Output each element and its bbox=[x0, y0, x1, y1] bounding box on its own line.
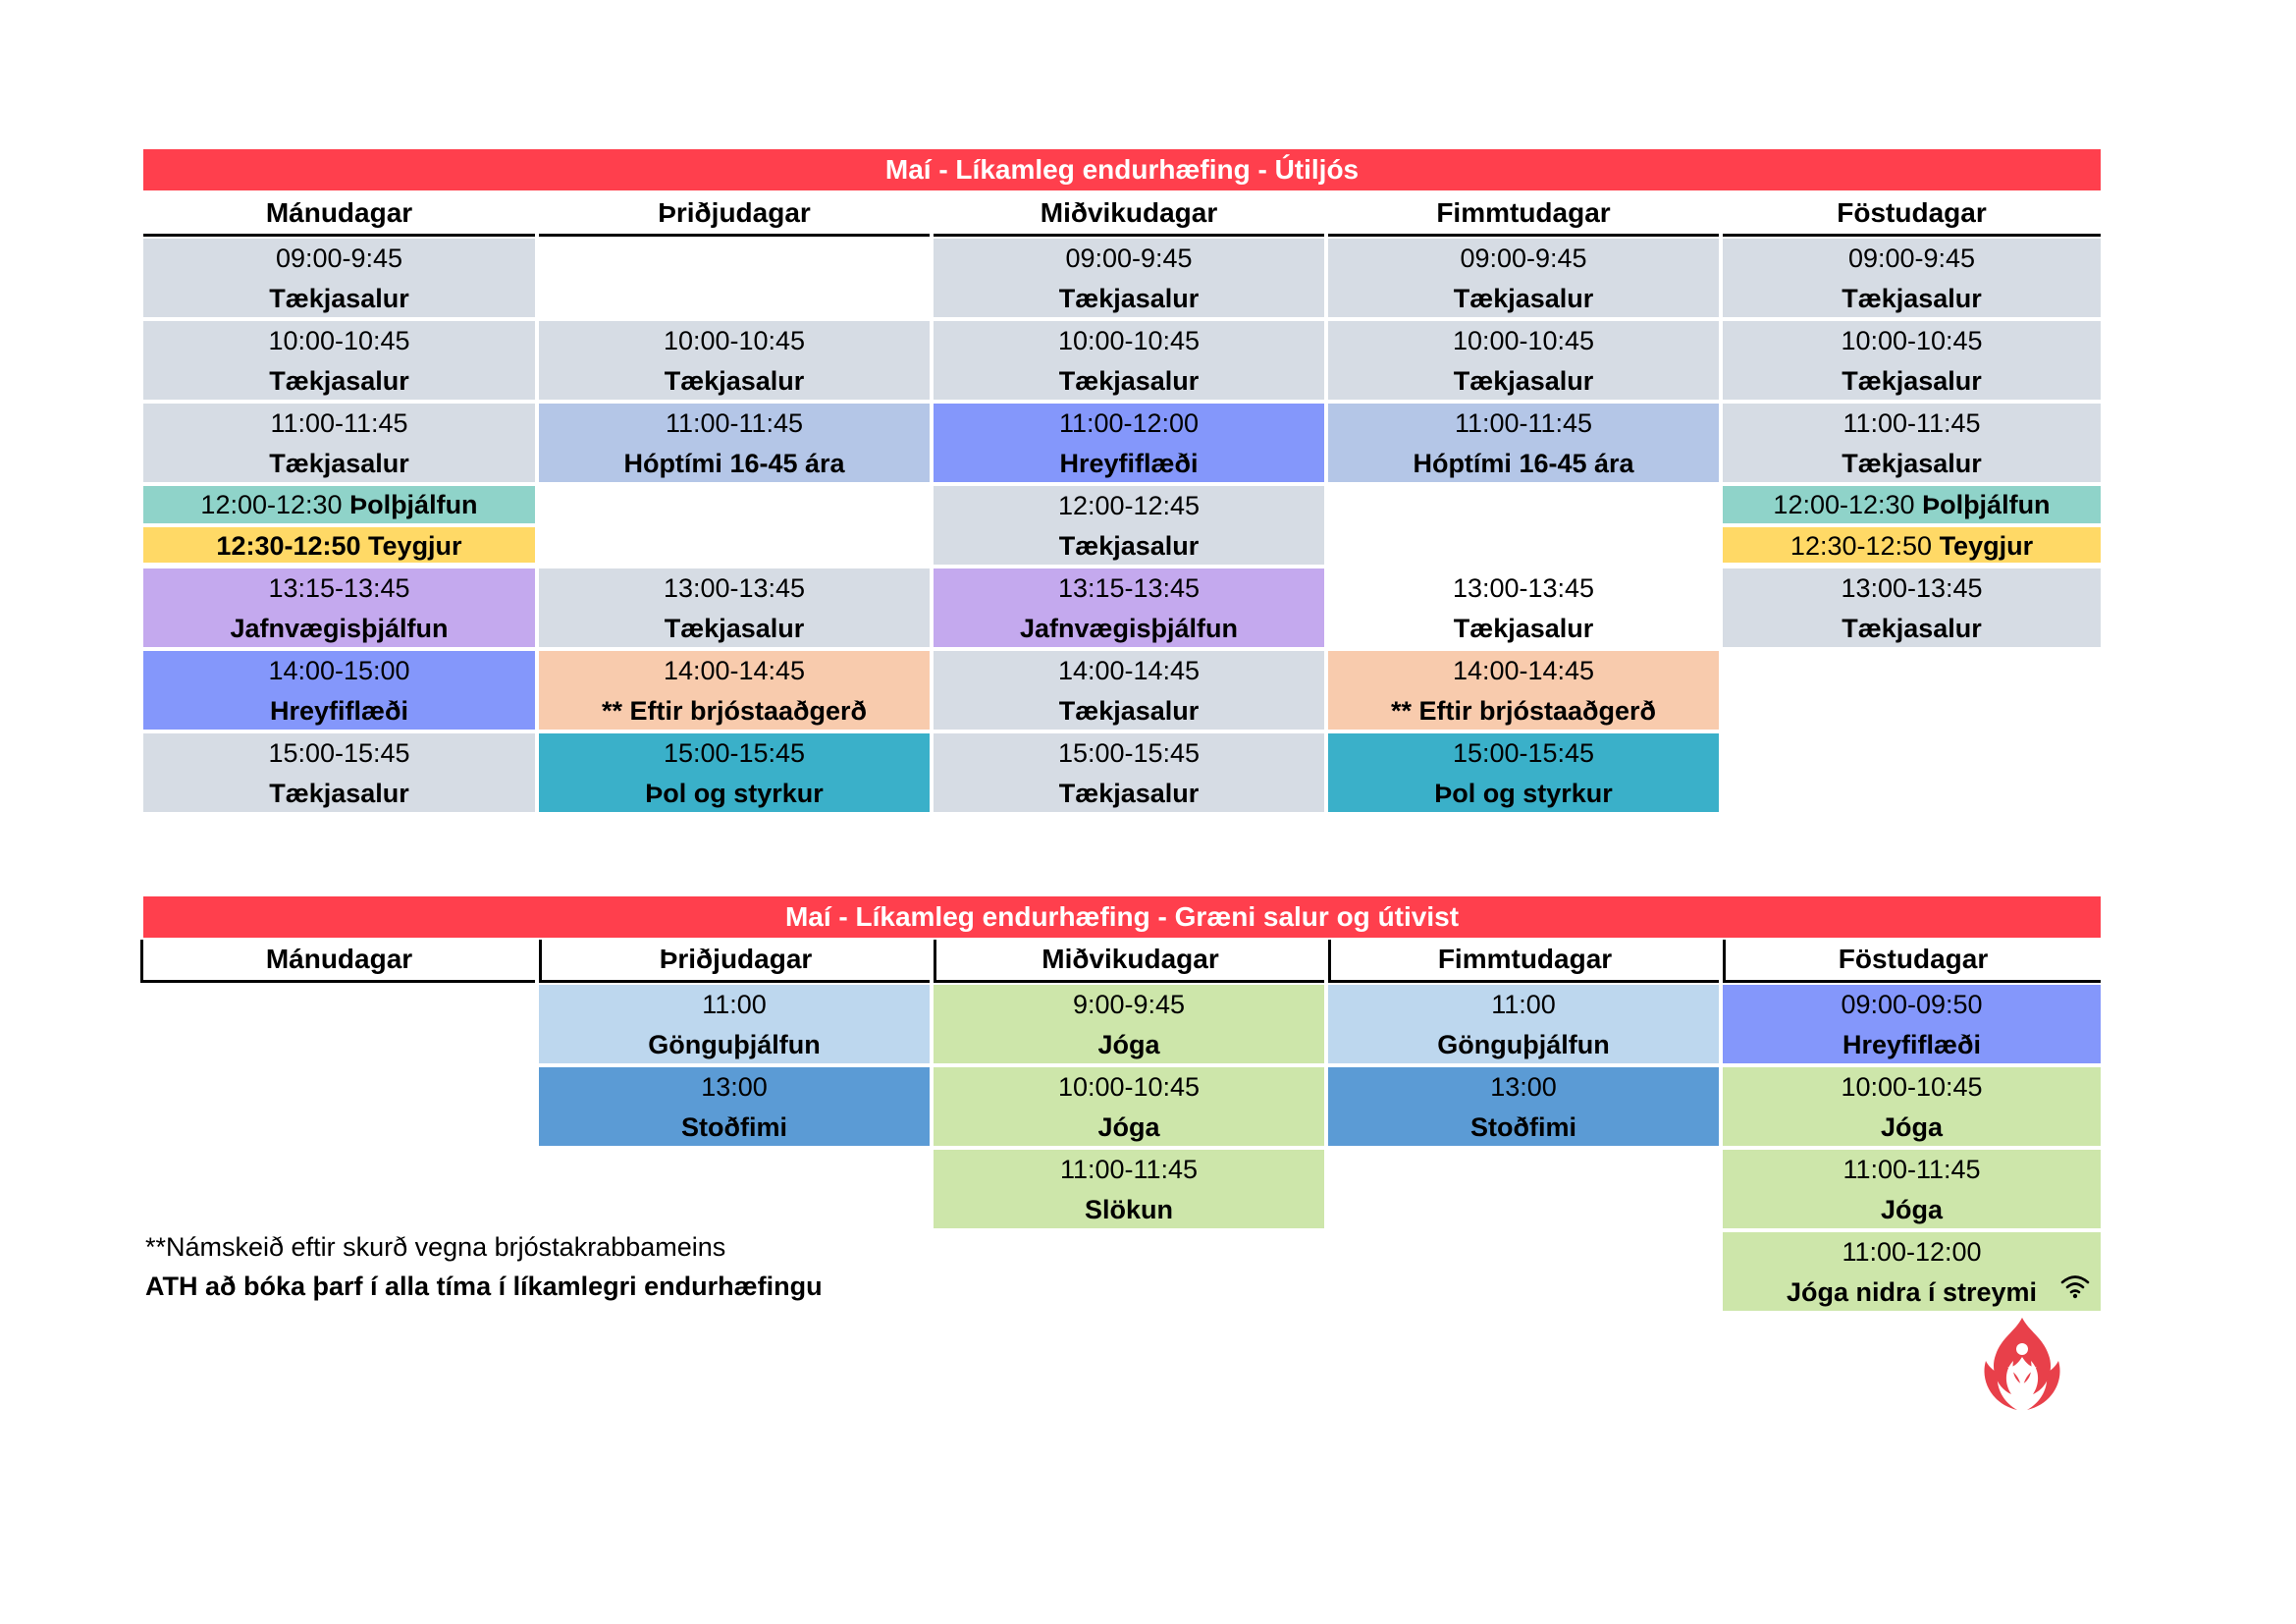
session-cell bbox=[1723, 1232, 2101, 1311]
session-time: 10:00-10:45 bbox=[268, 326, 410, 355]
session-time: 12:00-12:45 bbox=[1057, 491, 1201, 520]
table1-header-thursday: Fimmtudagar bbox=[1328, 193, 1719, 237]
session-cell bbox=[143, 404, 535, 482]
table1-header-monday: Mánudagar bbox=[143, 193, 535, 237]
session-time: 11:00-11:45 bbox=[1842, 1155, 1981, 1184]
session-cell bbox=[143, 651, 535, 730]
session-name: Hóptími 16-45 ára bbox=[623, 449, 845, 478]
session-time: 09:00-9:45 bbox=[275, 244, 403, 273]
session-cell bbox=[934, 651, 1324, 730]
session-cell bbox=[143, 321, 535, 400]
session-cell bbox=[934, 486, 1324, 565]
session-cell bbox=[1723, 1067, 2101, 1146]
session-time: 09:00-9:45 bbox=[1460, 244, 1587, 273]
session-time: 13:15-13:45 bbox=[268, 573, 410, 603]
session-time: 14:00-14:45 bbox=[1057, 656, 1201, 685]
session-time: 15:00-15:45 bbox=[1452, 738, 1595, 768]
session-name: Tækjasalur bbox=[664, 614, 805, 643]
session-name: Tækjasalur bbox=[1453, 284, 1594, 313]
session-cell bbox=[1723, 985, 2101, 1063]
session-name: Þol og styrkur bbox=[1434, 779, 1613, 808]
session-name: Teygjur bbox=[1939, 531, 2034, 561]
session-cell bbox=[1328, 985, 1719, 1063]
session-cell bbox=[934, 321, 1324, 400]
session-time: 09:00-09:50 bbox=[1841, 990, 1983, 1019]
session-name: Þolþjálfun bbox=[1922, 490, 2051, 519]
session-cell bbox=[539, 651, 930, 730]
session-time: 11:00-11:45 bbox=[1059, 1155, 1199, 1184]
session-time: 13:00 bbox=[1490, 1072, 1557, 1102]
session-cell bbox=[934, 239, 1324, 317]
session-cell bbox=[934, 1067, 1324, 1146]
session-time: 13:00-13:45 bbox=[1841, 573, 1983, 603]
session-cell bbox=[539, 404, 930, 482]
session-name: Tækjasalur bbox=[1058, 531, 1200, 561]
session-time: 11:00-12:00 bbox=[1058, 408, 1200, 438]
table2-header-monday: Mánudagar bbox=[140, 940, 535, 983]
session-name: Tækjasalur bbox=[1058, 284, 1200, 313]
flame-logo-icon bbox=[1978, 1316, 2066, 1414]
session-name: Tækjasalur bbox=[1842, 614, 1982, 643]
session-cell bbox=[1328, 321, 1719, 400]
session-name: Stoðfimi bbox=[681, 1112, 787, 1142]
session-name: Tækjasalur bbox=[1842, 366, 1982, 396]
session-cell bbox=[934, 733, 1324, 812]
session-time: 11:00-11:45 bbox=[1842, 408, 1981, 438]
session-cell bbox=[1328, 733, 1719, 812]
session-name: Jóga bbox=[1097, 1030, 1160, 1059]
table2-header-thursday: Fimmtudagar bbox=[1328, 940, 1719, 983]
session-name: Hreyfiflæði bbox=[269, 696, 409, 726]
session-cell-inline bbox=[143, 486, 535, 523]
session-name: Jóga nidra í streymi bbox=[1786, 1277, 2038, 1307]
table2-title: Maí - Líkamleg endurhæfing - Græni salur og útivist bbox=[143, 896, 2101, 938]
session-name: Slökun bbox=[1084, 1195, 1173, 1224]
session-cell bbox=[143, 568, 535, 647]
session-time: 11:00 bbox=[1491, 990, 1556, 1019]
session-cell bbox=[1328, 1067, 1719, 1146]
session-cell bbox=[539, 985, 930, 1063]
session-name: Tækjasalur bbox=[269, 449, 409, 478]
session-name: Jafnvægisþjálfun bbox=[230, 614, 449, 643]
session-time: 14:00-15:00 bbox=[268, 656, 410, 685]
session-name: Tækjasalur bbox=[1842, 449, 1982, 478]
session-name: Tækjasalur bbox=[664, 366, 805, 396]
table1-header-friday: Föstudagar bbox=[1723, 193, 2101, 237]
session-name: Gönguþjálfun bbox=[648, 1030, 821, 1059]
booking-note: ATH að bóka þarf í alla tíma í líkamlegri endurhæfingu bbox=[145, 1272, 823, 1301]
session-time: 11:00-12:00 bbox=[1842, 1237, 1982, 1267]
session-time: 10:00-10:45 bbox=[1057, 326, 1201, 355]
session-time: 10:00-10:45 bbox=[1057, 1072, 1201, 1102]
session-cell-inline bbox=[1723, 486, 2101, 523]
session-time: 15:00-15:45 bbox=[663, 738, 806, 768]
session-name: Jóga bbox=[1880, 1112, 1944, 1142]
session-cell bbox=[143, 239, 535, 317]
session-time: 11:00 bbox=[702, 990, 767, 1019]
session-name: Tækjasalur bbox=[1058, 366, 1200, 396]
table2-header-tuesday: Þriðjudagar bbox=[539, 940, 930, 983]
session-name: Tækjasalur bbox=[269, 366, 409, 396]
session-name: Tækjasalur bbox=[269, 779, 409, 808]
session-name: Jafnvægisþjálfun bbox=[1019, 614, 1239, 643]
session-time: 13:15-13:45 bbox=[1057, 573, 1201, 603]
session-time: 9:00-9:45 bbox=[1072, 990, 1186, 1019]
session-time: 14:00-14:45 bbox=[1452, 656, 1595, 685]
session-time: 11:00-11:45 bbox=[1454, 408, 1593, 438]
session-time: 13:00 bbox=[701, 1072, 768, 1102]
session-time: 09:00-9:45 bbox=[1847, 244, 1976, 273]
table1-header-tuesday: Þriðjudagar bbox=[539, 193, 930, 237]
session-cell bbox=[1723, 239, 2101, 317]
session-time: 11:00-11:45 bbox=[270, 408, 408, 438]
session-time: 11:00-11:45 bbox=[665, 408, 804, 438]
session-time: 12:00-12:30 bbox=[1773, 490, 1915, 519]
session-time: 09:00-9:45 bbox=[1065, 244, 1193, 273]
session-name: Hreyfiflæði bbox=[1842, 1030, 1982, 1059]
wifi-icon bbox=[2060, 1273, 2090, 1299]
session-name: Þolþjálfun bbox=[349, 490, 478, 519]
session-cell bbox=[934, 568, 1324, 647]
session-time: 15:00-15:45 bbox=[1057, 738, 1201, 768]
session-name: Þol og styrkur bbox=[645, 779, 824, 808]
table1-title: Maí - Líkamleg endurhæfing - Útiljós bbox=[143, 149, 2101, 190]
session-time: 10:00-10:45 bbox=[1841, 1072, 1983, 1102]
session-cell bbox=[934, 404, 1324, 482]
session-time: 10:00-10:45 bbox=[1452, 326, 1595, 355]
session-time: 15:00-15:45 bbox=[268, 738, 410, 768]
session-cell bbox=[539, 733, 930, 812]
session-name: Tækjasalur bbox=[1058, 779, 1200, 808]
session-name: ** Eftir brjóstaaðgerð bbox=[601, 696, 868, 726]
session-name: Tækjasalur bbox=[269, 284, 409, 313]
session-name: Stoðfimi bbox=[1470, 1112, 1576, 1142]
table2-header-wednesday: Miðvikudagar bbox=[934, 940, 1324, 983]
session-cell bbox=[1328, 404, 1719, 482]
session-time: 12:30-12:50 bbox=[216, 531, 361, 561]
table1-header-wednesday: Miðvikudagar bbox=[934, 193, 1324, 237]
session-cell bbox=[1723, 321, 2101, 400]
session-name: Tækjasalur bbox=[1453, 366, 1594, 396]
session-name: Hóptími 16-45 ára bbox=[1413, 449, 1634, 478]
session-time: 14:00-14:45 bbox=[663, 656, 806, 685]
session-cell bbox=[539, 321, 930, 400]
session-cell bbox=[1328, 651, 1719, 730]
session-time: 12:30-12:50 bbox=[1789, 531, 1933, 561]
session-name: Jóga bbox=[1880, 1195, 1944, 1224]
session-cell-inline bbox=[143, 527, 535, 563]
session-name: Hreyfiflæði bbox=[1059, 449, 1199, 478]
session-cell bbox=[1328, 568, 1719, 647]
session-name: Tækjasalur bbox=[1842, 284, 1982, 313]
table2-header-friday: Föstudagar bbox=[1723, 940, 2101, 983]
session-cell bbox=[934, 985, 1324, 1063]
session-name: Jóga bbox=[1097, 1112, 1160, 1142]
session-cell bbox=[1328, 239, 1719, 317]
session-name: Tækjasalur bbox=[1058, 696, 1200, 726]
session-name: Gönguþjálfun bbox=[1437, 1030, 1610, 1059]
session-cell bbox=[539, 568, 930, 647]
session-cell bbox=[1723, 1150, 2101, 1228]
session-time: 13:00-13:45 bbox=[663, 573, 806, 603]
session-name: Tækjasalur bbox=[1453, 614, 1594, 643]
session-cell bbox=[539, 1067, 930, 1146]
session-time: 10:00-10:45 bbox=[663, 326, 806, 355]
session-time: 12:00-12:30 bbox=[200, 490, 343, 519]
session-time: 10:00-10:45 bbox=[1841, 326, 1983, 355]
footnote-text: **Námskeið eftir skurð vegna brjóstakrabbameins bbox=[145, 1232, 726, 1262]
session-name: Teygjur bbox=[368, 531, 462, 561]
session-time: 13:00-13:45 bbox=[1452, 573, 1595, 603]
session-cell bbox=[143, 733, 535, 812]
session-cell bbox=[1723, 404, 2101, 482]
session-name: ** Eftir brjóstaaðgerð bbox=[1390, 696, 1657, 726]
session-cell bbox=[934, 1150, 1324, 1228]
session-cell bbox=[1723, 568, 2101, 647]
session-cell-inline bbox=[1723, 527, 2101, 563]
